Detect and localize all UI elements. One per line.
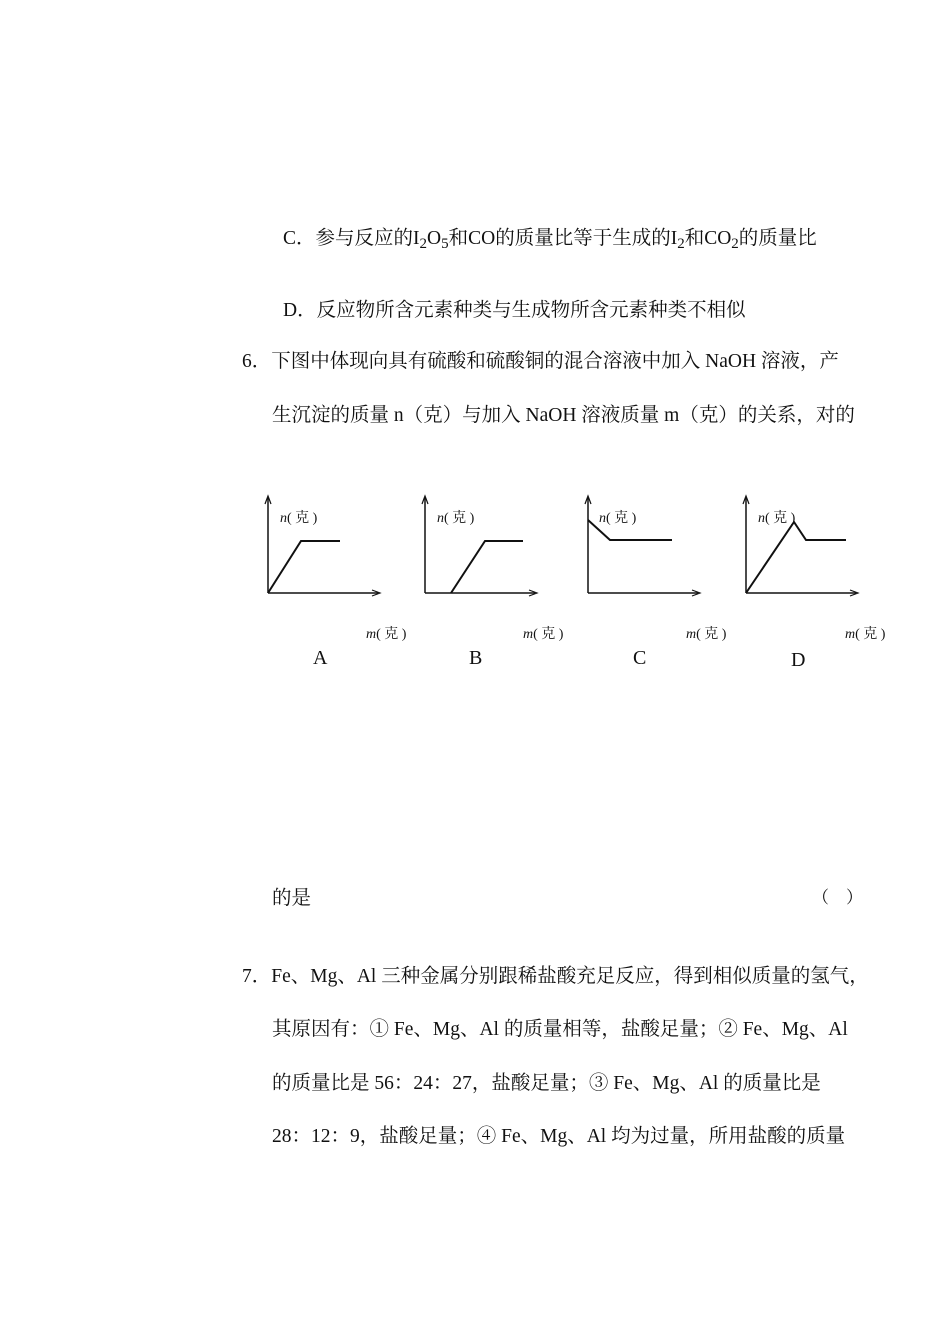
graph-c bbox=[578, 492, 708, 602]
option-c-part2: O bbox=[427, 228, 442, 249]
option-c-part3: 和CO的质量比等于生成的I bbox=[448, 228, 678, 249]
graph-c-x-label: m( 克 ) bbox=[686, 627, 727, 642]
graph-d bbox=[736, 492, 866, 602]
q6-line3: 的是 bbox=[272, 888, 312, 909]
q6-line2: 生沉淀的质量 n（克）与加入 NaOH 溶液质量 m（克）的关系，对的 bbox=[272, 405, 855, 426]
option-c-sub1: 2 bbox=[419, 236, 428, 252]
option-c-sub4: 2 bbox=[731, 236, 739, 252]
graph-a-x-label: m( 克 ) bbox=[366, 627, 407, 642]
graph-b bbox=[415, 492, 545, 602]
q7-line2: 其原因有：① Fe、Mg、Al 的质量相等，盐酸足量；② Fe、Mg、Al bbox=[272, 1019, 848, 1040]
graph-c-y-label: n( 克 ) bbox=[599, 511, 637, 526]
graph-b-y-label: n( 克 ) bbox=[437, 511, 475, 526]
q7-line1: 7．Fe、Mg、Al 三种金属分别跟稀盐酸充足反应，得到相似质量的氢气， bbox=[242, 966, 869, 987]
option-c-sub3: 2 bbox=[677, 236, 685, 252]
graph-a bbox=[258, 492, 388, 602]
option-d: D．反应物所含元素种类与生成物所含元素种类不相似 bbox=[283, 300, 746, 321]
graph-a-y-label: n( 克 ) bbox=[280, 511, 318, 526]
graph-b-x-label: m( 克 ) bbox=[523, 627, 564, 642]
graph-d-y-label: n( 克 ) bbox=[758, 511, 796, 526]
graph-b-curve bbox=[451, 541, 523, 593]
q6-line1: 6．下图中体现向具有硫酸和硫酸铜的混合溶液中加入 NaOH 溶液，产 bbox=[242, 351, 839, 372]
option-c-suffix: 的质量比 bbox=[738, 228, 817, 249]
graph-d-curve bbox=[746, 522, 846, 593]
graph-c-option-label: C bbox=[633, 647, 647, 669]
q7-line3: 的质量比是 56：24：27，盐酸足量；③ Fe、Mg、Al 的质量比是 bbox=[272, 1073, 821, 1094]
graph-a-curve bbox=[268, 541, 340, 593]
option-c-sub2: 5 bbox=[441, 236, 449, 252]
option-c-part4: 和CO bbox=[684, 228, 732, 249]
graph-a-option-label: A bbox=[313, 647, 328, 669]
graph-b-option-label: B bbox=[469, 647, 483, 669]
graph-d-x-label: m( 克 ) bbox=[845, 627, 886, 642]
q7-line4: 28：12：9，盐酸足量；④ Fe、Mg、Al 均为过量，所用盐酸的质量 bbox=[272, 1126, 846, 1147]
option-c-prefix: C．参与反应的I bbox=[283, 228, 420, 249]
option-c bbox=[283, 229, 817, 252]
q6-answer-paren: （ ） bbox=[812, 888, 863, 907]
graph-d-option-label: D bbox=[791, 649, 806, 671]
